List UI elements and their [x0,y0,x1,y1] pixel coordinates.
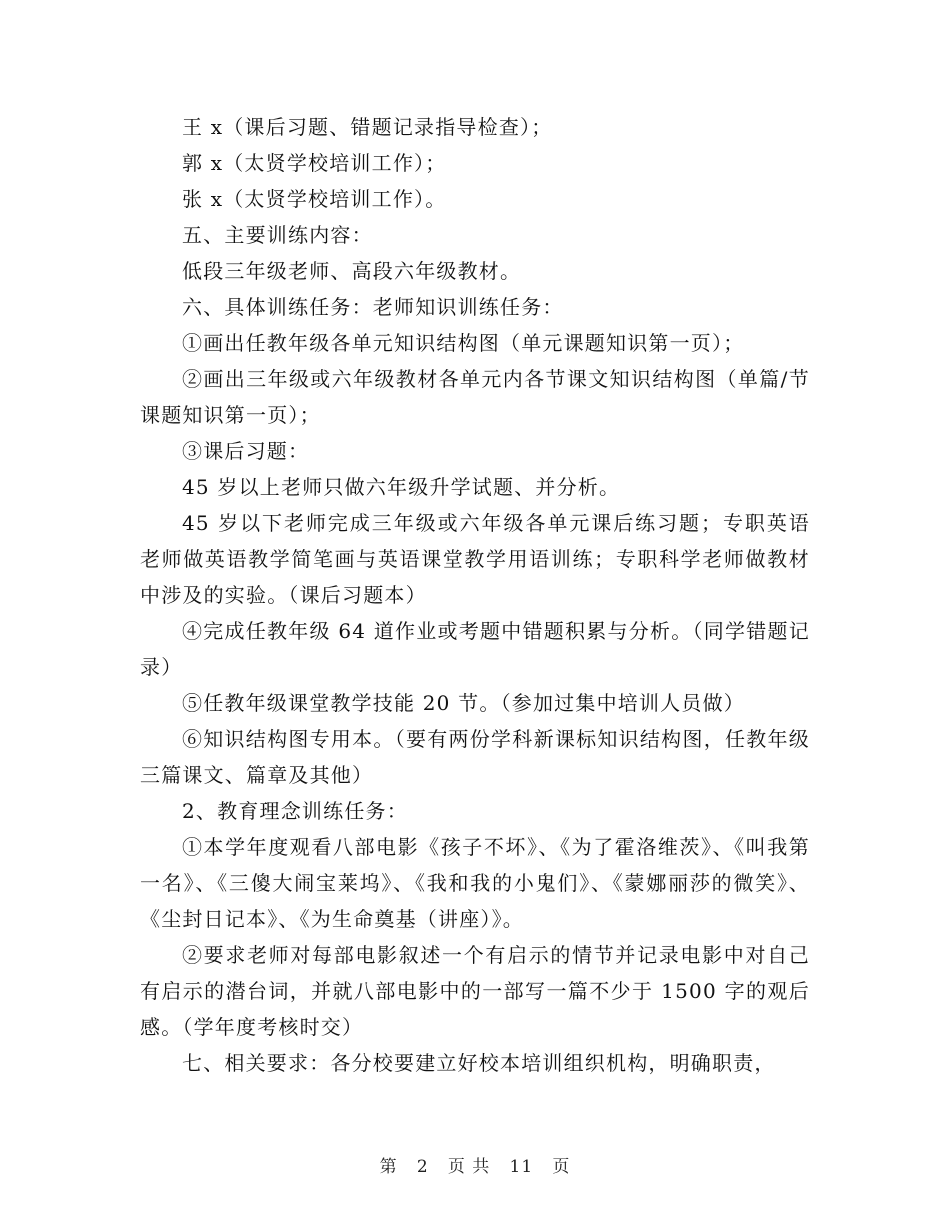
paragraph: ⑥知识结构图专用本。（要有两份学科新课标知识结构图，任教年级三篇课文、篇章及其他） [140,727,810,787]
section-heading: 七、相关要求：各分校要建立好校本培训组织机构，明确职责， [182,1051,776,1075]
paragraph: ②画出三年级或六年级教材各单元内各节课文知识结构图（单篇/节课题知识第一页）； [140,367,810,427]
paragraph: ①画出任教年级各单元知识结构图（单元课题知识第一页）； [182,331,745,355]
paragraph: 45 岁以下老师完成三年级或六年级各单元课后练习题；专职英语老师做英语教学简笔画与英语课堂教学用语训练；专职科学老师做教材中涉及的实验。（课后习题本） [140,511,810,607]
current-page-number: 2 [416,1157,429,1177]
footer-prefix: 第 [379,1157,398,1177]
paragraph: 王 x（课后习题、错题记录指导检查）； [182,115,553,139]
paragraph: ④完成任教年级 64 道作业或考题中错题积累与分析。（同学错题记录） [140,619,810,679]
section-heading: 五、主要训练内容： [182,223,373,247]
page-footer [0,1152,950,1177]
paragraph: 郭 x（太贤学校培训工作）； [182,151,447,175]
paragraph: ③课后习题： [182,439,310,463]
footer-middle: 页 共 [447,1157,491,1177]
paragraph: ①本学年度观看八部电影《孩子不坏》、《为了霍洛维茨》、《叫我第一名》、《三傻大闹宝莱坞》、《我和我的小鬼们》、《蒙娜丽莎的微笑》、《尘封日记本》、《为生命奠基（讲座）》。 [140,835,810,931]
paragraph: 张 x（太贤学校培训工作）。 [182,187,447,211]
section-heading: 六、具体训练任务：老师知识训练任务： [182,295,564,319]
footer-suffix: 页 [552,1157,571,1177]
paragraph: 低段三年级老师、高段六年级教材。 [182,259,522,283]
section-heading: 2、教育理念训练任务： [182,799,408,823]
paragraph: ⑤任教年级课堂教学技能 20 节。（参加过集中培训人员做） [182,691,745,715]
paragraph: ②要求老师对每部电影叙述一个有启示的情节并记录电影中对自己有启示的潜台词，并就八部电影中的一部写一篇不少于 1500 字的观后感。（学年度考核时交） [140,943,810,1039]
document-body [140,109,810,1081]
total-pages-number: 11 [509,1157,534,1177]
paragraph: 45 岁以上老师只做六年级升学试题、并分析。 [182,475,621,499]
